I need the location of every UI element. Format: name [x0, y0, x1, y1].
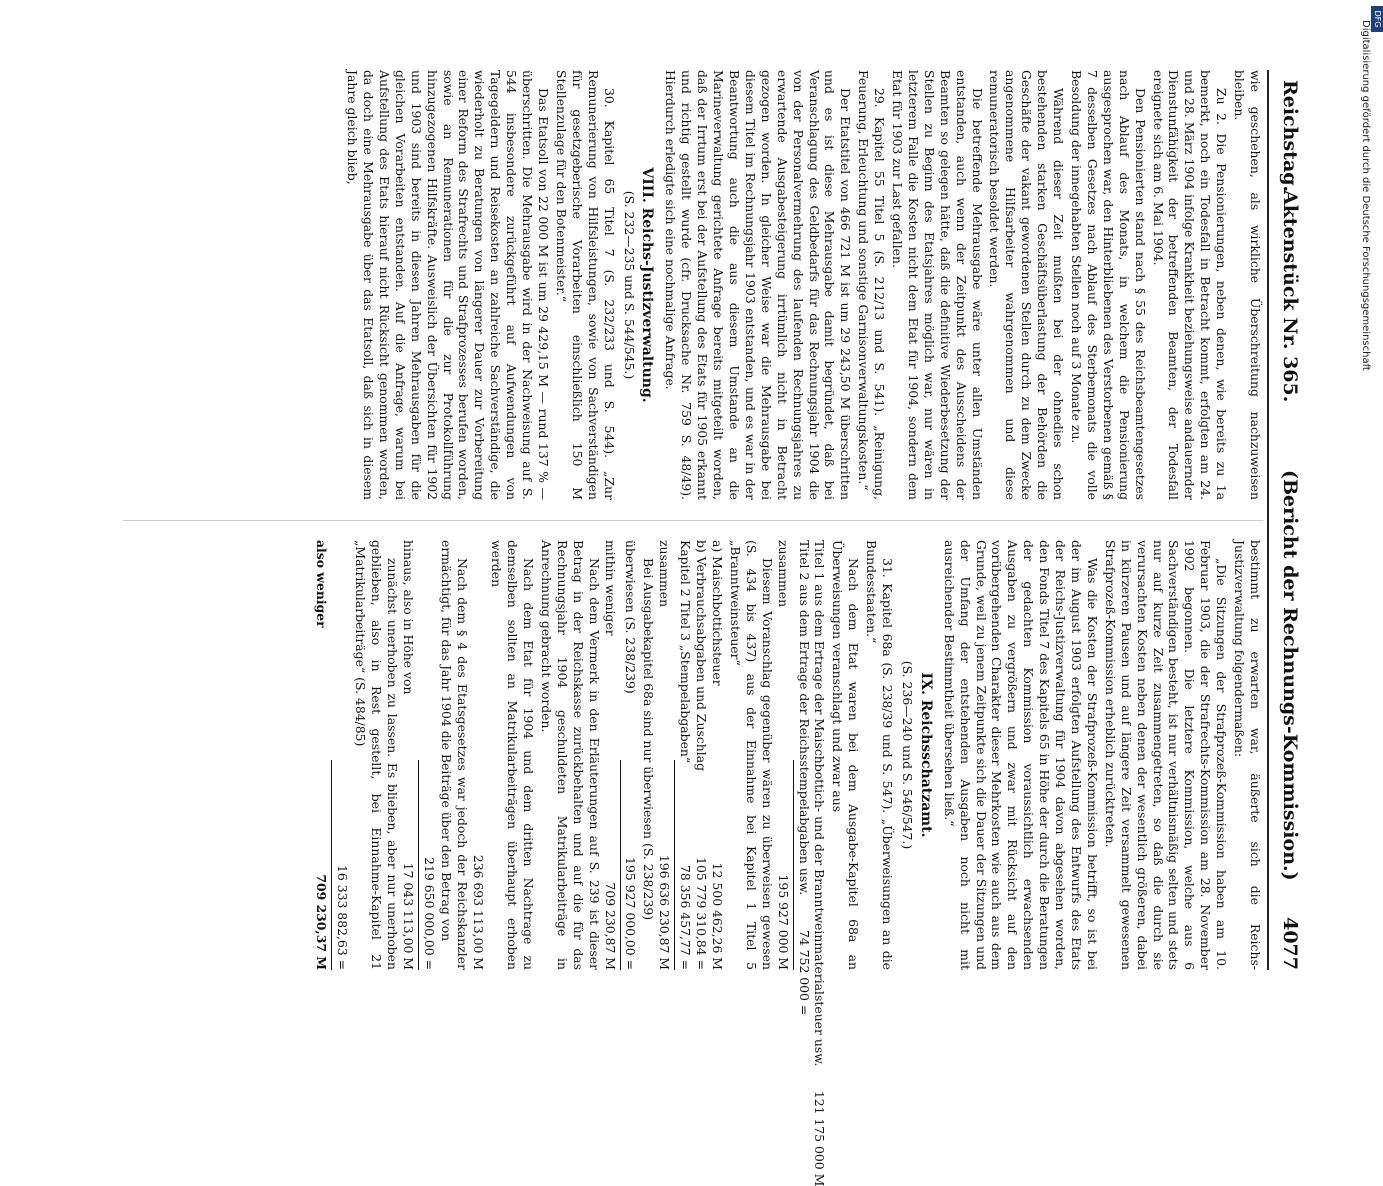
- dfg-logo: DFG: [1371, 6, 1383, 32]
- amount-row: 219 650 000,00 =: [421, 857, 437, 970]
- section-subtitle: (S. 236—240 und S. 546/547.): [899, 660, 915, 850]
- amount-row: Titel 2 aus dem Ertrage der Reichsstempelabgaben usw. 74 752 000 =: [796, 540, 812, 1016]
- page-number: 4077: [1279, 917, 1301, 970]
- digitization-credit: [1343, 0, 1383, 1000]
- amount-row: mithin weniger 709 230,87 M: [602, 540, 618, 970]
- paragraph: Nach dem § 4 des Etatsgesetzes war jedoch der Reichskanzler ermächtigt, für das Jahr 1904 die Beiträge über den Betrag von: [439, 540, 471, 970]
- sum-rule: [418, 760, 419, 970]
- item-heading: 30. Kapitel 65 Titel 7 (S. 232/233 und S. 544). „Zur Remunerierung von Hilfsleistungen, sowie von Sachverständigen für gesetzgeberische Vorarbeiten einschließlich 150 M Stellenzulage für den Botenmeister.“: [553, 70, 617, 500]
- paragraph: zunächst unerhoben zu lassen. Es blieben, aber nur unerhoben geblieben, also in Rest gestellt, bei Einnahme-Kapitel 21 „Matrikularbeiträge“ (S. 484/85): [352, 540, 400, 970]
- header-left: Reichstag.: [1279, 80, 1301, 193]
- column-divider: [123, 520, 1263, 521]
- paragraph: Nach dem Etat für 1904 und dem dritten Nachtrage zu demselben sollten an Matrikularbeiträgen überhaupt erhoben werden: [489, 540, 537, 970]
- amount-row: hinaus, also in Höhe von 17 043 113,00 M: [400, 540, 416, 970]
- left-column: [342, 70, 1263, 500]
- header-right: (Bericht der Rechnungs-Kommission.): [1279, 470, 1301, 881]
- paragraph: wie geschehen, als wirkliche Überschreitung nachzuweisen bleiben.: [1232, 70, 1263, 500]
- amount-row: b) Verbrauchsabgaben und Zuschlag 105 779 310,84 =: [694, 540, 710, 970]
- paragraph: Während dieser Zeit mußten bei der ohnedies schon bestehenden starken Geschäftsüberlastung der Behörden die Geschäfte der vakant gewordenen Stellen durch zu dem Zwecke angenommene Hilfsarbeiter wahrgenommen und diese remuneratorisch besoldet werden.: [987, 70, 1067, 500]
- paragraph: Diesem Voranschlag gegenüber wären zu überweisen gewesen (S. 434 bis 437) aus der Einnahme bei Kapitel 1 Titel 5 „Branntweinsteuer“: [727, 540, 775, 970]
- sum-rule: [793, 760, 794, 970]
- section-title: IX. Reichsschatzamt.: [917, 672, 934, 838]
- amount-row: Titel 1 aus dem Ertrage der Maischbottich- und der Branntweinmaterialsteuer usw. 121 175 000 M: [812, 540, 828, 1186]
- paragraph: Nach dem Vermerk in den Erläuterungen auf S. 239 ist dieser Betrag in der Reichskasse zurückbehalten und auf die für das Rechnungsjahr 1904 geschuldeten Matrikularbeiträge in Anrechnung gebracht worden.: [538, 540, 602, 970]
- amount-row: 236 693 113,00 M: [471, 854, 487, 970]
- right-column: [313, 540, 1263, 1186]
- amount-row: zusammen 196 636 230,87 M: [657, 540, 673, 970]
- paragraph: bestimmt zu erwarten war, äußerte sich die Reichs-Justizverwaltung folgendermaßen:: [1232, 540, 1263, 970]
- sum-rule: [331, 760, 332, 970]
- amount-row: Kapitel 2 Titel 3 „Stempelabgaben“ 78 356 457,77 =: [678, 540, 694, 970]
- item-heading: 31. Kapitel 68a (S. 238/39 und S. 547). „Überweisungen an die Bundesstaaten.“: [864, 540, 896, 970]
- item-heading: 29. Kapitel 55 Titel 5 (S. 212/13 und S. 541). „Reinigung, Feuerung, Erleuchtung und sonstige Garnisonverwaltungskosten.“: [856, 70, 888, 500]
- paragraph: Das Etatsoll von 22 000 M ist um 29 429,15 M — rund 137 % — überschritten. Die Mehrausgabe wird in der Nachweisung auf S. 544 insbesondere zurückgeführt auf Aufwendungen von Tagegeldern und Reisekosten an zahlreiche Sachverständige, die wiederholt zu Beratungen von längerer Dauer zur Vorbereitung einer Reform des Strafrechts und Strafprozesses berufen worden, sowie an Remunerationen für die zur Protokollführung hinzugezogenen Hilfskräfte. Ausweislich der Übersichten für 1902 und 1903 sind bereits in diesen Jahren Mehrausgaben für die gleichen Vorarbeiten entstanden. Auf die Anfrage, warum bei Aufstellung des Etats hierauf nicht Rücksicht genommen worden, da doch eine Mehrausgabe über das Etatsoll, daß sich in diesem Jahre gleich blieb,: [345, 70, 552, 500]
- paragraph: Zu 2. Die Pensionierungen, neben denen, wie bereits zu 1a bemerkt, noch ein Todesfall in Betracht kommt, erfolgten am 24. und 28. März 1904 infolge Krankheit beziehungsweise andauernder Dienstunfähigkeit der betreffenden Beamten, der Todesfall ereignete sich am 6. Mai 1904.: [1150, 70, 1230, 500]
- sum-rule: [620, 760, 621, 970]
- quote: „Die Sitzungen der Strafprozeß-Kommission haben am 10. Februar 1903, die der Strafrechts-Kommission am 28. November 1902 begonnen. Die letztere Kommission, welche aus 6 Sachverständigen besteht, ist nur verhältnismäßig selten und stets nur auf kurze Zeit zusammengetreten, so daß die durch sie verursachten Kosten neben denen der wesentlich größeren, dabei in kürzeren Pausen und auf längere Zeit versammelt gewesenen Strafprozeß-Kommission erheblich zurücktreten.: [1102, 540, 1230, 970]
- amount-row: zusammen 195 927 000 M: [775, 540, 791, 970]
- amount-row: a) Maischbottichsteuer 12 500 462,26 M: [710, 540, 725, 970]
- section-subtitle: (S. 232—235 und S. 544/545.): [621, 190, 637, 380]
- paragraph: Die betreffende Mehrausgabe wäre unter allen Umständen entstanden, auch wenn der Zeitpunkt des Ausscheidens der Beamten so gelegen hätte, daß die definitive Wiederbesetzung der Stellen zu Beginn des Etatsjahres möglich war, nur wären in letzterem Falle die Kosten nicht dem Etat für 1904, sondern dem Etat für 1903 zur Last gefallen.: [890, 70, 985, 500]
- credit-text: Digitalisierung gefördert durch die Deutsche Forschungsgemeinschaft: [1360, 20, 1371, 371]
- quote: Was die Kosten der Strafprozeß-Kommission betrifft, so ist bei der im August 1903 erfolgten Aufstellung des Entwurfs des Etats der Reichs-Justizverwaltung für 1904 davon abgesehen worden, den Fonds Titel 7 des Kapitels 65 in Höhe der durch die Beratungen der gedachten Kommission voraussichtlich erwachsenden Ausgaben zu vergrößern und zwar mit Rücksicht auf den vorübergehenden Charakter dieser Mehrkosten wie auch aus dem Grunde, weil zu jenem Zeitpunkte sich die Dauer der Sitzungen und der Umfang der entstehenden Ausgaben noch nicht mit ausreichender Bestimmtheit übersehen ließ.“: [941, 540, 1100, 970]
- amount-row: also weniger 709 230,37 M: [314, 540, 330, 970]
- paragraph: Nach dem Etat waren bei dem Ausgabe-Kapitel 68a an Überweisungen veranschlagt und zwar aus: [830, 540, 862, 970]
- paragraph: Den Pensionierten stand nach § 55 des Reichsbeamtengesetzes nach Ablauf des Monats, in welchem die Pensionierung ausgesprochen war, den Hinterbliebenen des Verstorbenen gemäß § 7 desselben Gesetzes nach Ablauf des Sterbemonats die volle Besoldung der innegehabten Stellen noch auf 3 Monate zu.: [1069, 70, 1148, 500]
- paragraph: Der Etatstitel von 466 721 M ist um 29 243,50 M überschritten und es ist diese Mehrausgabe damit begründet, daß bei Veranschlagung des Geldbedarfs für das Rechnungsjahr 1904 die von der Personalvermehrung des laufenden Rechnungsjahres zu erwartende Ausgabesteigerung irrtümlich nicht in Betracht gezogen worden. In gleicher Weise war die Mehrausgabe bei diesem Titel im Rechnungsjahr 1903 entstanden, und es war in der Beantwortung auch die aus diesem Umstande an die Marineverwaltung gerichtete Anfrage bereits mitgeteilt worden, daß der Irrtum erst bei der Aufstellung des Etats für 1905 erkannt und richtig gestellt wurde (cfr. Drucksache Nr. 759 S. 48/49). Hierdurch erledigte sich eine nochmalige Anfrage.: [663, 70, 854, 500]
- running-header: [1267, 70, 1305, 970]
- amount-row: 16 333 882,63 =: [335, 865, 351, 970]
- paragraph: Bei Ausgabekapitel 68a sind nur überwiesen (S. 238/239): [641, 558, 657, 921]
- section-title: VIII. Reichs-Justizverwaltung.: [639, 167, 656, 403]
- header-center: Aktenstück Nr. 365.: [1279, 190, 1301, 403]
- sum-rule: [674, 760, 675, 970]
- amount-row: überwiesen (S. 238/239) 195 927 000,00 =: [623, 540, 639, 970]
